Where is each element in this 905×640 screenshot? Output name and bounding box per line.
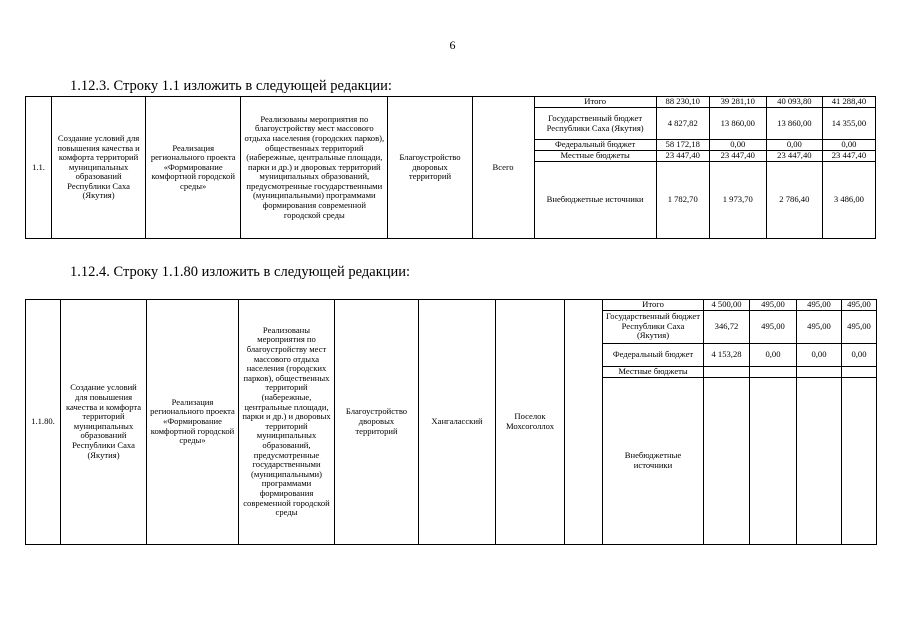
funding-value: 495,00 (842, 300, 877, 311)
funding-value: 1 782,70 (656, 162, 709, 239)
funding-value: 40 093,80 (766, 97, 822, 108)
funding-source: Местные бюджеты (603, 366, 704, 377)
funding-value: 0,00 (750, 343, 797, 366)
funding-value (797, 377, 842, 544)
funding-value (750, 366, 797, 377)
section-heading-1: 1.12.3. Строку 1.1 изложить в следующей редакции: (70, 78, 392, 94)
goal-cell: Создание условий для повышения качества и комфорта территорий муниципальных образований Республики Саха (Якутия) (52, 97, 146, 239)
project-cell: Реализация регионального проекта «Формирование комфортной городской среды» (146, 97, 241, 239)
funding-value (842, 377, 877, 544)
funding-value: 3 486,00 (822, 162, 875, 239)
funding-value: 4 827,82 (656, 108, 709, 140)
funding-source: Федеральный бюджет (534, 140, 656, 151)
settlement-cell: Поселок Мохсоголлох (496, 300, 565, 545)
result-cell: Реализованы мероприятия по благоустройству мест массового отдыха населения (городских парков), общественных территорий (набережные, центральные площади, парки и др.) и дворовых территорий муниципальных образований, предусмотренные государственными (муниципальными) программами формирования современной городской среды (241, 97, 388, 239)
direction-cell: Благоустройство дворовых территорий (335, 300, 419, 545)
funding-value: 495,00 (797, 310, 842, 343)
funding-value: 0,00 (709, 140, 766, 151)
funding-source: Внебюджетные источники (534, 162, 656, 239)
funding-source: Федеральный бюджет (603, 343, 704, 366)
funding-value: 495,00 (750, 300, 797, 311)
funding-value: 0,00 (822, 140, 875, 151)
funding-value: 23 447,40 (656, 151, 709, 162)
funding-source: Итого (603, 300, 704, 311)
funding-value: 346,72 (704, 310, 750, 343)
funding-value (750, 377, 797, 544)
funding-value: 1 973,70 (709, 162, 766, 239)
funding-source: Государственный бюджет Республики Саха (Якутия) (534, 108, 656, 140)
funding-source: Местные бюджеты (534, 151, 656, 162)
funding-value: 4 500,00 (704, 300, 750, 311)
funding-value: 13 860,00 (766, 108, 822, 140)
district-cell: Хангаласский (419, 300, 496, 545)
funding-value (704, 377, 750, 544)
funding-value: 58 172,18 (656, 140, 709, 151)
goal-cell: Создание условий для повышения качества и комфорта территорий муниципальных образований Республики Саха (Якутия) (61, 300, 147, 545)
funding-value: 41 288,40 (822, 97, 875, 108)
section-heading-2: 1.12.4. Строку 1.1.80 изложить в следующей редакции: (70, 264, 411, 280)
funding-table-2 (25, 299, 877, 545)
funding-source: Государственный бюджет Республики Саха (Якутия) (603, 310, 704, 343)
scope-cell: Всего (472, 97, 534, 239)
funding-table-1 (25, 96, 876, 239)
funding-value: 23 447,40 (709, 151, 766, 162)
funding-source: Внебюджетные источники (603, 377, 704, 544)
project-cell: Реализация регионального проекта «Формирование комфортной городской среды» (147, 300, 239, 545)
funding-value (842, 366, 877, 377)
page-number: 6 (449, 38, 456, 52)
result-cell: Реализованы мероприятия по благоустройству мест массового отдыха населения (городских парков), общественных территорий (набережные, центральные площади, парки и др.) и дворовых территорий муниципальных образований, предусмотренные государственными (муниципальными) программами формирования современной городской среды (239, 300, 335, 545)
funding-value (797, 366, 842, 377)
funding-value: 88 230,10 (656, 97, 709, 108)
funding-value: 495,00 (842, 310, 877, 343)
funding-value: 495,00 (797, 300, 842, 311)
funding-value: 14 355,00 (822, 108, 875, 140)
row-number: 1.1. (26, 97, 52, 239)
funding-value: 0,00 (797, 343, 842, 366)
row-number: 1.1.80. (26, 300, 61, 545)
direction-cell: Благоустройство дворовых территорий (388, 97, 472, 239)
funding-source: Итого (534, 97, 656, 108)
funding-value: 0,00 (842, 343, 877, 366)
funding-value: 23 447,40 (822, 151, 875, 162)
funding-value: 4 153,28 (704, 343, 750, 366)
funding-value: 495,00 (750, 310, 797, 343)
empty-cell (565, 300, 603, 545)
funding-value: 39 281,10 (709, 97, 766, 108)
funding-value (704, 366, 750, 377)
funding-value: 2 786,40 (766, 162, 822, 239)
funding-value: 0,00 (766, 140, 822, 151)
funding-value: 13 860,00 (709, 108, 766, 140)
funding-value: 23 447,40 (766, 151, 822, 162)
